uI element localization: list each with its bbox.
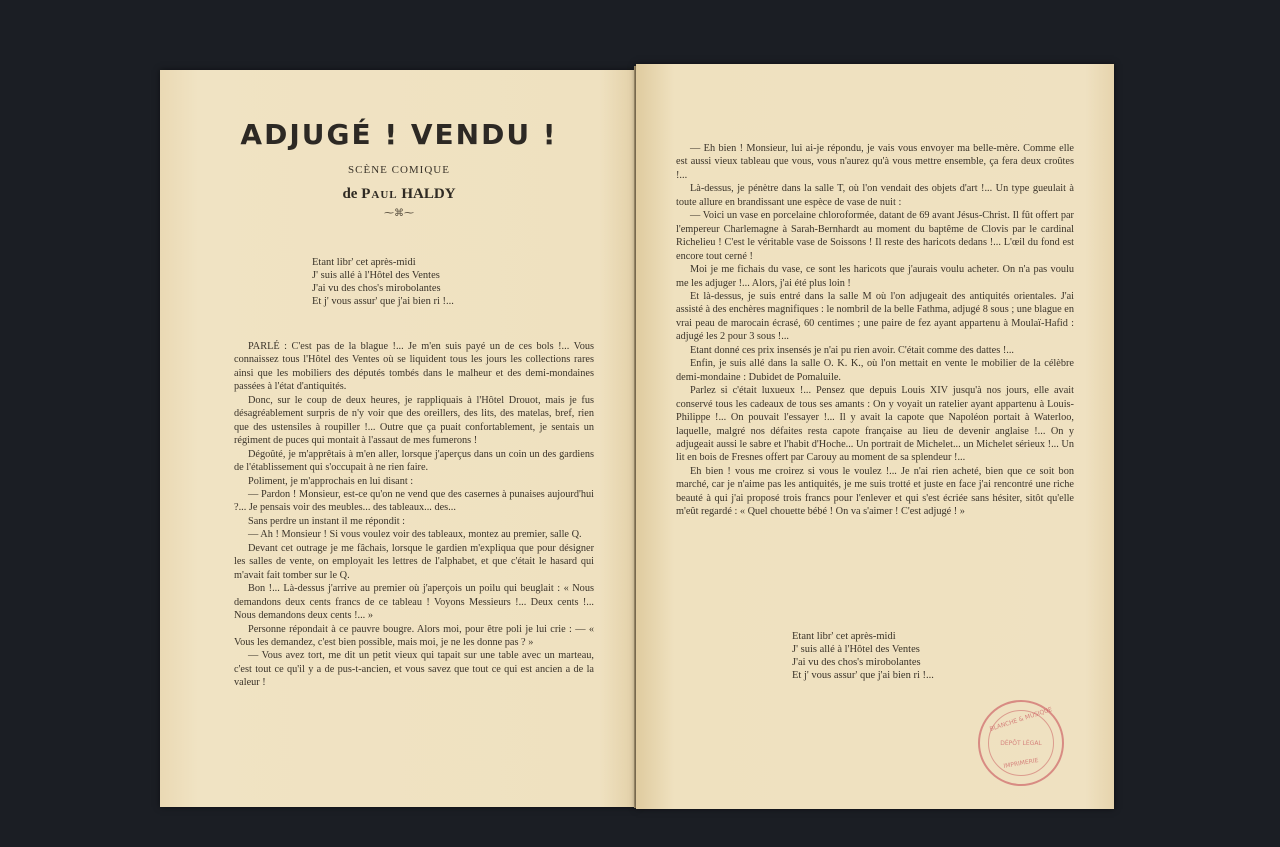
verse-line: J'ai vu des chos's mirobolantes [312, 283, 441, 294]
author-prefix: de [342, 186, 358, 202]
verse-block [792, 630, 934, 682]
page-title: ADJUGÉ ! VENDU ! [240, 118, 558, 151]
author-line [160, 186, 638, 203]
paragraph: Poliment, je m'approchais en lui disant : [248, 475, 414, 487]
prose-body [234, 340, 594, 690]
verse-line: Et j' vous assur' que j'ai bien ri !... [312, 296, 454, 307]
stamp-text-top: BLANCHE & MUSIQUE [988, 706, 1054, 733]
library-stamp [978, 700, 1064, 786]
paragraph: — Ah ! Monsieur ! Si vous voulez voir des tableaux, montez au premier, salle Q. [248, 529, 582, 541]
paragraph: Parlez si c'était luxueux !... Pensez que depuis Louis XIV jusqu'à nos jours, elle avait conservé tous les cadeaux de tous ses amants : On y voyait un ratelier ayant appartenu à Louis-Philippe !... On pouvait l'essayer !... Il y avait la capote que Napoléon portait à Waterloo, laquelle, malgré nos défaites resta capote française au lieu de devenir anglaise !... On y adjugeait aussi le sabre et l'habit d'Hoche... Un portrait de Michelet... un Michelet sérieux !... Un lit en bois de Fresnes offert par Carouy au moment de sa splendeur !... [676, 385, 1074, 464]
paragraph: Donc, sur le coup de deux heures, je rappliquais à l'Hôtel Drouot, mais je fus désagréablement surpris de n'y voir que des oreillers, des lits, des matelas, bref, rien que des ustensiles à roupiller !... Outre que ça puait confortablement, je sentais un régiment de puces qui montait à l'assaut de mes fumerons ! [234, 394, 594, 447]
paragraph: Moi je me fichais du vase, ce sont les haricots que j'aurais voulu acheter. On n'a pas voulu me les adjuger !... Alors, j'ai été plus loin ! [676, 264, 1074, 289]
paragraph: Et là-dessus, je suis entré dans la salle M où l'on adjugeait des antiquités orientales. J'ai assisté à des enchères magnifiques : le nombril de la belle Fathma, adjugé 8 sous ; une blague en vrai peau de marocain écrasé, 60 centimes ; une paire de fez ayant appartenu à Moulaï-Hafid : adjugé les 2 pour 3 sous !... [676, 290, 1074, 343]
verse-line: J' suis allé à l'Hôtel des Ventes [312, 270, 440, 281]
verse-line: J' suis allé à l'Hôtel des Ventes [792, 644, 920, 655]
paragraph: — Pardon ! Monsieur, est-ce qu'on ne vend que des casernes à punaises aujourd'hui ?... Je pensais voir des meubles... des tableaux... des... [234, 488, 594, 514]
verse-line: Etant libr' cet après-midi [312, 257, 416, 268]
author-last-name: HALDY [401, 186, 456, 202]
paragraph: Devant cet outrage je me fâchais, lorsque le gardien m'expliqua que pour désigner les salles de vente, on employait les lettres de l'alphabet, et que c'était le hasard qui m'avait fait tomber sur le Q. [234, 542, 594, 581]
verse-line: J'ai vu des chos's mirobolantes [792, 657, 921, 668]
paragraph: Eh bien ! vous me croirez si vous le voulez !... Je n'ai rien acheté, bien que ce soit bon marché, car je n'aime pas les antiquités, je me suis trotté et juste en face j'ai rencontré une riche beauté à qui j'ai proposé trois francs pour l'enlever et qui s'est écriée sans hésiter, sitôt qu'elle m'eût regardé : « Quel chouette bébé ! On va s'aimer ! C'est adjugé ! » [676, 465, 1074, 518]
paragraph: Personne répondait à ce pauvre bougre. Alors moi, pour être poli je lui crie : — « Vous les demandez, c'est bien possible, mais moi, je ne les donne pas ? » [234, 623, 594, 648]
verse-line: Et j' vous assur' que j'ai bien ri !... [792, 670, 934, 681]
paragraph: Etant donné ces prix insensés je n'ai pu rien avoir. C'était comme des dattes !... [690, 344, 1014, 356]
ornament-divider: ⁓⌘⁓ [384, 208, 414, 219]
paragraph: — Vous avez tort, me dit un petit vieux qui tapait sur une table avec un marteau, c'est tout ce qu'il y a de pus-t-ancien, et vous savez que tout ce qui est ancien a de la valeur ! [234, 650, 594, 689]
paragraph: Dégoûté, je m'apprêtais à m'en aller, lorsque j'aperçus dans un coin un des gardiens de l'établissement qui s'occupait à ne rien faire. [234, 448, 594, 474]
stamp-text-bottom: IMPRIMERIE [1003, 756, 1039, 771]
right-page [636, 64, 1114, 809]
verse-line: Etant libr' cet après-midi [792, 631, 896, 642]
author-first-name: Paul [361, 186, 398, 202]
paragraph: Sans perdre un instant il me répondit : [248, 515, 405, 527]
paragraph: Bon !... Là-dessus j'arrive au premier où j'aperçois un poilu qui beuglait : « Nous demandons deux cents francs de ce tableau ! Voyons Messieurs !... Deux cents !... Nous demandons deux cents !... » [234, 583, 594, 622]
subtitle: SCÈNE COMIQUE [348, 164, 450, 176]
paragraph: PARLÉ : C'est pas de la blague !... Je m'en suis payé un de ces bols !... Vous connaissez tous l'Hôtel des Ventes où se liquident tous les jours les collections rares ainsi que les mobiliers des députés tombés dans le malheur et des demi-mondaines passées à l'état d'antiquités. [234, 341, 594, 393]
paragraph: — Eh bien ! Monsieur, lui ai-je répondu, je vais vous envoyer ma belle-mère. Comme elle est aussi vieux tableau que vous, vous n'aurez qu'à vous mettre ensemble, ça fera deux croûtes !... [676, 143, 1074, 181]
paragraph: Enfin, je suis allé dans la salle O. K. K., où l'on mettait en vente le mobilier de la célèbre demi-mondaine : Dubidet de Pomaluile. [676, 358, 1074, 383]
stamp-text-middle: DÉPÔT LÉGAL [1000, 740, 1042, 747]
left-page [160, 70, 638, 807]
paragraph: Là-dessus, je pénètre dans la salle T, où l'on vendait des objets d'art !... Un type gueulait à toute allure en brandissant une espèce de vase de nuit : [676, 183, 1074, 208]
paragraph: — Voici un vase en porcelaine chloroformée, datant de 69 avant Jésus-Christ. Il fût offert par l'empereur Charlemagne à Sarah-Bernhardt au moment du baptême de Clovis par le cardinal Richelieu ! C'est le véritable vase de Soissons ! Il reste des haricots dedans !... L'œil du fond est encore tout cerné ! [676, 210, 1074, 262]
verse-block [312, 256, 454, 308]
prose-body [676, 142, 1074, 519]
